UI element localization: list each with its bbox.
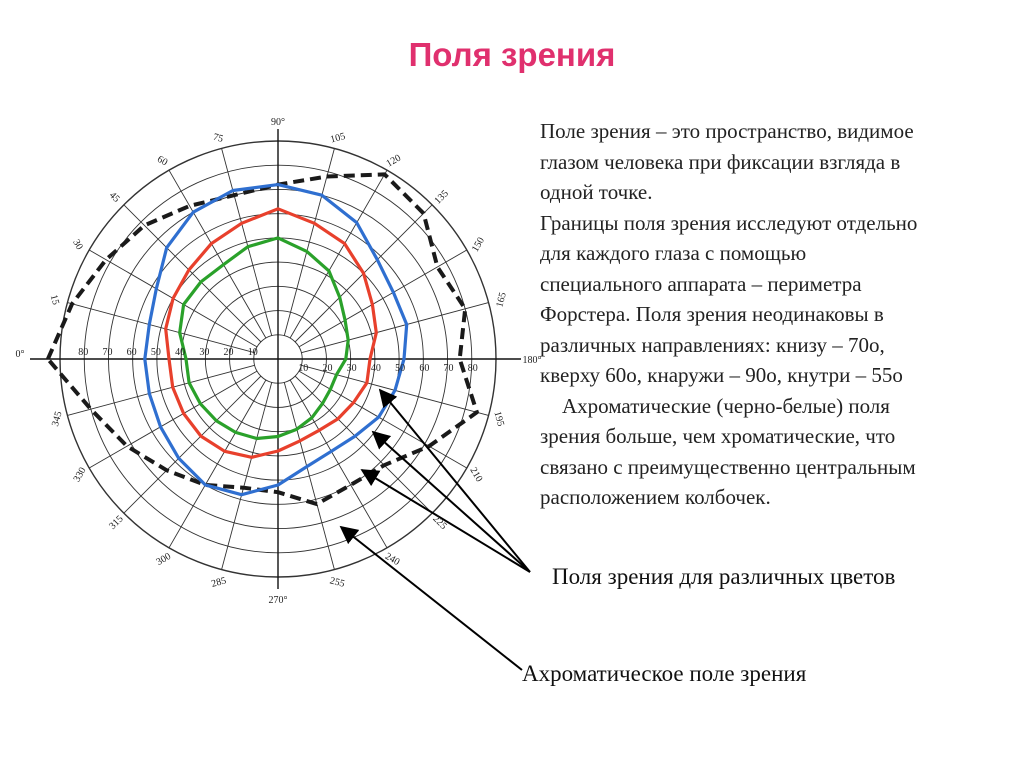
description-paragraph-1: Поле зрения – это пространство, видимое глазом человека при фиксации взгляда в одной точке.: [540, 119, 914, 204]
field-green: [180, 238, 349, 439]
h-label-right-60: 60: [419, 363, 430, 374]
meridian-label-225: 225: [430, 513, 449, 532]
meridian-label-195: 195: [491, 410, 506, 428]
h-label-left-60: 60: [126, 347, 137, 358]
h-label-left-10: 10: [247, 347, 258, 358]
h-label-right-20: 20: [322, 363, 333, 374]
meridian-label-210: 210: [467, 465, 485, 484]
meridian-label-45: 45: [106, 190, 122, 205]
h-label-right-50: 50: [395, 363, 406, 374]
h-label-left-20: 20: [223, 347, 234, 358]
meridian-label-240: 240: [383, 550, 402, 568]
meridian-label-315: 315: [107, 513, 126, 532]
meridian-label-30: 30: [70, 237, 85, 252]
meridian-345: [67, 365, 254, 415]
meridian-label-345: 345: [50, 410, 65, 428]
meridian-15: [67, 303, 254, 353]
meridian-label-60: 60: [155, 153, 170, 169]
axis-label-right: 180°: [522, 355, 542, 366]
h-label-left-70: 70: [102, 347, 113, 358]
arrow-to-green: [380, 390, 530, 572]
meridian-label-105: 105: [329, 131, 347, 146]
meridian-225: [295, 376, 432, 513]
meridian-label-135: 135: [432, 188, 451, 207]
h-label-left-80: 80: [78, 347, 89, 358]
meridian-label-330: 330: [71, 465, 89, 484]
axis-label-left: 0°: [15, 349, 25, 360]
meridian-label-120: 120: [384, 152, 403, 170]
description-text: [540, 116, 1010, 513]
h-label-right-80: 80: [467, 363, 478, 374]
h-label-right-40: 40: [370, 363, 381, 374]
meridian-315: [124, 376, 261, 513]
arrow-to-red: [373, 432, 530, 572]
axis-label-top: 90°: [271, 117, 285, 128]
meridian-label-165: 165: [494, 291, 509, 309]
meridian-210: [299, 371, 467, 468]
h-label-right-70: 70: [443, 363, 454, 374]
meridian-240: [290, 380, 387, 548]
h-label-right-30: 30: [346, 363, 357, 374]
description-paragraph-3: Ахроматические (черно-белые) поля зрения больше, чем хроматические, что связано с преимущественно центральным расположением колбочек.: [540, 393, 916, 509]
description-paragraph-2: Границы поля зрения исследуют отдельно для каждого глаза с помощью специального аппарата – периметра Форстера. Поля зрения неодинаковы в различных направлениях: книзу – 70о, кверху 60о, кнаружи – 90о, кнутри – 55о: [540, 210, 918, 387]
callout-achromatic-field: Ахроматическое поле зрения: [522, 661, 807, 686]
h-label-left-50: 50: [150, 347, 161, 358]
arrow-to-achromatic: [341, 527, 522, 670]
meridian-285: [222, 382, 272, 569]
h-label-right-10: 10: [298, 363, 309, 374]
page-title: Поля зрения: [408, 36, 616, 73]
meridian-label-150: 150: [469, 235, 487, 254]
meridian-label-75: 75: [211, 131, 225, 145]
meridian-150: [299, 250, 467, 347]
meridian-label-300: 300: [154, 550, 173, 568]
meridian-label-285: 285: [210, 575, 228, 590]
callout-color-fields: Поля зрения для различных цветов: [552, 564, 896, 589]
meridian-label-15: 15: [47, 293, 61, 307]
axis-label-bottom: 270°: [268, 595, 288, 606]
meridian-label-255: 255: [328, 575, 346, 590]
h-label-left-40: 40: [175, 347, 186, 358]
h-label-left-30: 30: [199, 347, 210, 358]
